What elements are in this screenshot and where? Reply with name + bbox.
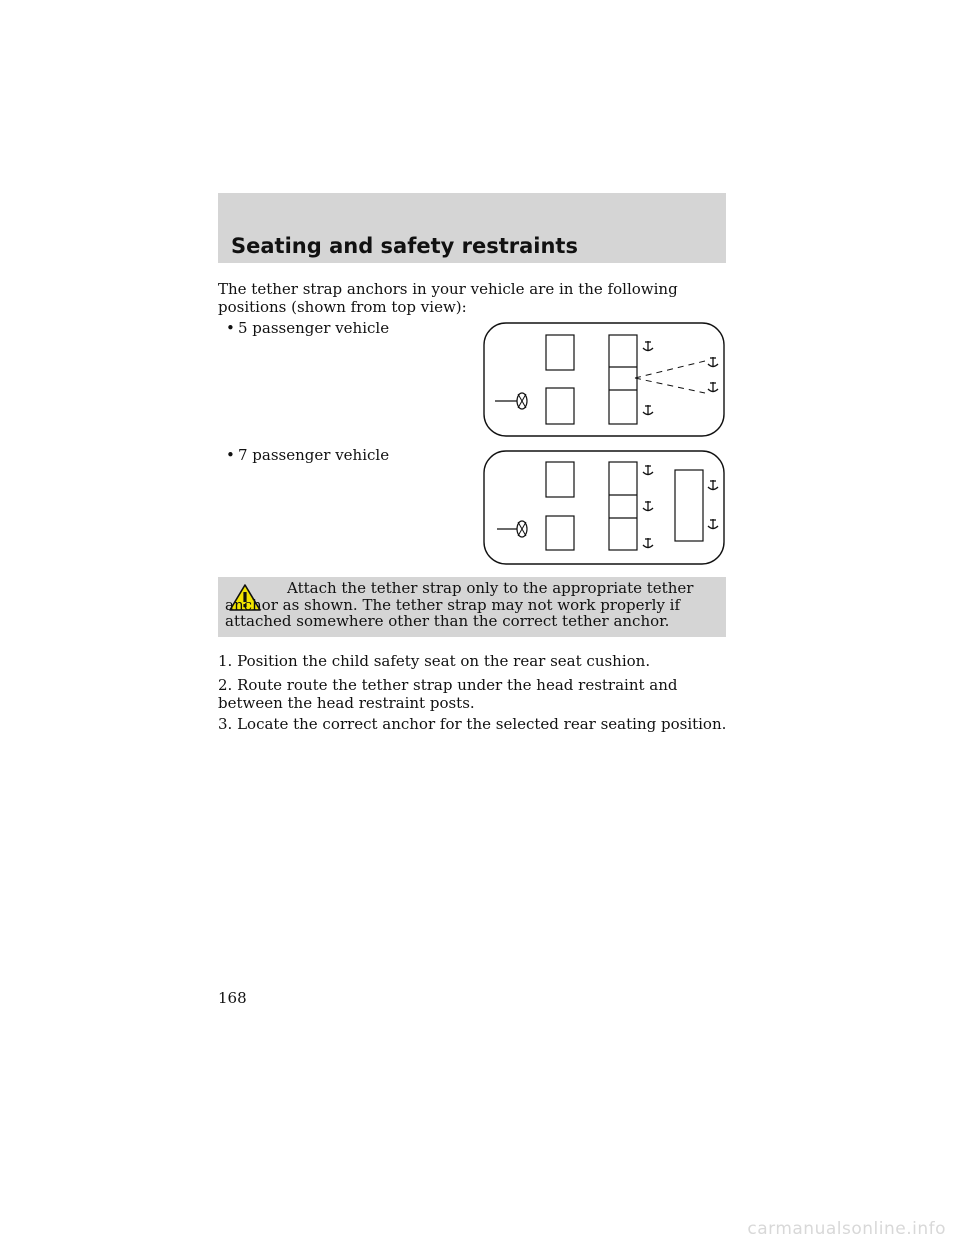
bullet-marker: • [226,319,235,337]
warning-box [218,577,726,637]
anchor-icon [708,357,718,367]
intro-paragraph: The tether strap anchors in your vehicle are in the following positions (shown from top view): [218,280,678,316]
anchor-icon [643,538,653,548]
warning-text: Attach the tether strap only to the appropriate tether anchor as shown. The tether strap may not work properly if attached somewhere other than the correct tether anchor. [225,579,694,630]
anchor-icon [708,382,718,392]
tether-route-line [635,361,705,378]
anchor-icon [643,501,653,511]
anchor-icon [643,405,653,415]
front-seat-driver [546,388,574,424]
anchor-icon [708,519,718,529]
bullet-7-passenger [226,446,389,464]
bullet-label: 5 passenger vehicle [238,319,390,337]
front-seat-passenger [546,335,574,370]
front-seat-driver [546,516,574,550]
anchor-icon [643,341,653,351]
bullet-marker: • [226,446,235,464]
step-1: 1. Position the child safety seat on the rear seat cushion. [218,652,651,670]
five-passenger-anchor-diagram [480,318,730,440]
vehicle-outline [484,451,724,564]
front-seat-passenger [546,462,574,497]
anchor-icon [643,465,653,475]
rear-bench-seat [609,335,637,424]
bullet-label: 7 passenger vehicle [238,446,390,464]
tether-route-line [635,378,705,393]
seven-passenger-anchor-diagram [480,447,730,567]
step-2: 2. Route route the tether strap under the head restraint and between the head restraint posts. [218,676,678,712]
step-3: 3. Locate the correct anchor for the selected rear seating position. [218,715,727,733]
vehicle-outline [484,323,724,436]
bullet-5-passenger [226,319,389,337]
footer-watermark-link[interactable]: carmanualsonline.info [747,1219,946,1239]
second-row-bench [609,462,637,550]
third-row-bench [675,470,703,541]
page-number: 168 [218,989,247,1007]
anchor-icon [708,480,718,490]
section-title: Seating and safety restraints [231,234,578,258]
